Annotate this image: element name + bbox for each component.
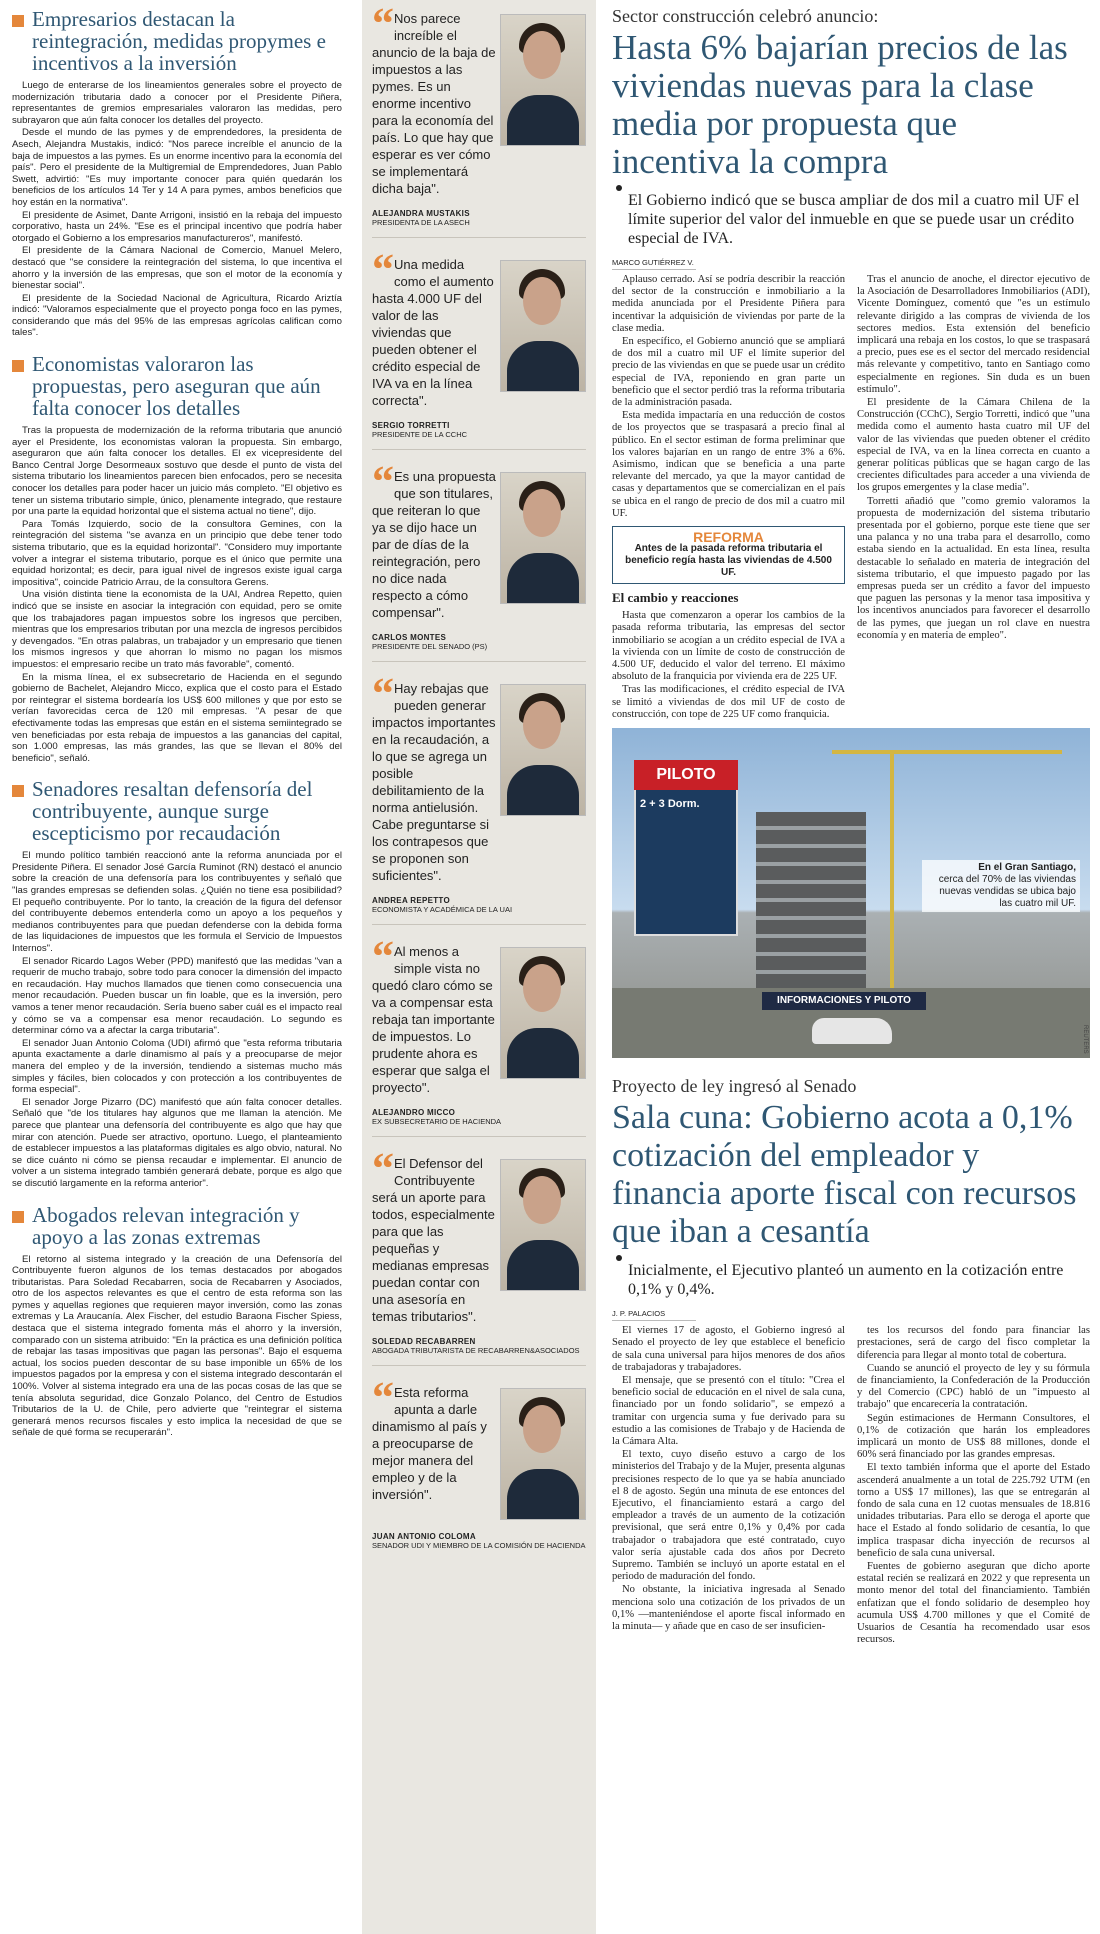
quote-block [372, 246, 586, 445]
paragraph: Fuentes de gobierno aseguran que dicho aporte estatal recién se realizará en 2022 y que representa un monto menor del total del financiamiento. También enfatizan que el fondo solidario de desempleo hoy acumula US$ 4.700 millones y que el Comité de Usuarios de Cesantía ha recomendado usar esos recursos. [857, 1560, 1090, 1646]
infobox-title: REFORMA [693, 529, 764, 546]
site-banner: INFORMACIONES Y PILOTO [762, 992, 926, 1010]
quote-author: SERGIO TORRETTI [372, 421, 450, 430]
orange-square-icon [12, 785, 24, 797]
quote-mark-icon: “ [372, 1373, 390, 1422]
article-column-1 [612, 274, 845, 722]
paragraph: Esta medida impactaría en una reducción de costos de los proyectos que se traspasará a precio final al público. En el sector estiman de forma preliminar que los valores bajarían en un rango de entre 3% a 6%. Asimismo, indican que se beneficia a una parte relevante del mercado, ya que la mayor cantidad de casas y departamentos que se comercializan en el país se ubica en el rango de precio de dos mil a cuatro mil UF. [612, 410, 845, 519]
article-body [12, 1254, 342, 1440]
quote-text-wrap [372, 246, 496, 409]
construction-photo [612, 728, 1090, 1058]
article-column-2 [857, 274, 1090, 722]
main-article-housing [612, 6, 1090, 1058]
divider [372, 237, 586, 238]
article-body [12, 80, 342, 339]
left-article [12, 778, 342, 1189]
article-column-2 [857, 1325, 1090, 1647]
quote-role: PRESIDENTE DEL SENADO (PS) [372, 642, 488, 651]
portrait-shoulders [507, 1469, 579, 1519]
portrait-face [523, 489, 561, 537]
quote-block [372, 1145, 586, 1361]
reform-infobox [612, 526, 845, 584]
paragraph: El senador Juan Antonio Coloma (UDI) afirmó que "esta reforma tributaria apunta exactamente a darle dinamismo al país y a preocuparse de mejor manera del empleo y de la inversión, tendiendo a sistemas mucho más simples y fáciles, bien colocados y con protección a los contribuyentes de forma especial". [12, 1037, 342, 1096]
portrait-shoulders [507, 95, 579, 145]
article-title: Abogados relevan integración y apoyo a las zonas extremas [32, 1202, 300, 1249]
quote-text: Al menos a simple vista no quedó claro cómo se va a compensar esta rebaja tan importante de impuestos. Lo prudente ahora es esperar que salga el proyecto". [372, 944, 495, 1095]
paragraph: El presidente de Asimet, Dante Arrigoni, insistió en la rebaja del impuesto corporativo, hasta un 24%. "Ese es el principal incentivo que podría haber otorgado el Gobierno a los empresarios manufactureros", manifestó. [12, 209, 342, 244]
paragraph: Hasta que comenzaron a operar los cambios de la pasada reforma tributaria, las empresas del sector inmobiliario se acogían a un crédito especial de IVA a la vivienda con un límite de costo de construcción de 4.500 UF, deducido el valor del terreno. El máximo absoluto de la franquicia por vivienda era de 225 UF. [612, 610, 845, 683]
caption-title: En el Gran Santiago, [978, 862, 1076, 874]
paragraph: El senador Ricardo Lagos Weber (PPD) manifestó que las medidas "van a requerir de mucho trabajo, sobre todo para conocer la dimensión del impacto en recaudación. Hay muchos llamados que tienen como consecuencia una menor recaudación. Pueden buscar un fin loable, que es la inversión, pero vamos a tener menor recaudación. Sería bueno saber cuál es el impacto real y cómo se va a compensar esa menor recaudación. Lo segundo es determinar cómo va a afectar la carga tributaria". [12, 955, 342, 1037]
quote-row [372, 1145, 586, 1325]
quote-role: PRESIDENTA DE LA ASECH [372, 218, 470, 227]
left-column [12, 0, 342, 1934]
article-header [12, 353, 342, 419]
portrait-shoulders [507, 1240, 579, 1290]
quote-text: Hay rebajas que pueden generar impactos importantes en la recaudación, a lo que se agrega un posible debilitamiento de la norma antielusión. Cabe preguntarse si los contrapesos que se proponen son suficientes". [372, 681, 496, 883]
orange-square-icon [12, 360, 24, 372]
divider [372, 924, 586, 925]
paragraph: No obstante, la iniciativa ingresada al Senado menciona solo una cotización de los privados de un 0,1% —manteniéndose el aporte fiscal informado en la minuta— y añade que en caso de ser insuficien- [612, 1584, 845, 1632]
paragraph: Aplauso cerrado. Así se podría describir la reacción del sector de la construcción e inmobiliario a la medida anunciada por el Presidente Piñera para incentivar la adquisición de viviendas por parte de la clase media. [612, 274, 845, 334]
portrait-face [523, 701, 561, 749]
paragraph: Luego de enterarse de los lineamientos generales sobre el proyecto de modernización tributaria dado a conocer por el Presidente Piñera, representantes de gremios empresariales valoraron las medidas, pero subrayaron que aún falta conocer los detalles del proyecto. [12, 80, 342, 126]
quote-text: Nos parece increíble el anuncio de la baja de impuestos a las pymes. Es un enorme incentivo para la economía del país. Lo que hay que esperar es ver cómo se implementará dicha baja". [372, 11, 496, 196]
quote-block [372, 670, 586, 920]
portrait-photo [500, 14, 586, 146]
paragraph: Desde el mundo de las pymes y de emprendedores, la presidenta de Asech, Alejandra Mustakis, indicó: "Nos parece increíble el anuncio de la baja de impuestos a las pymes. Es un enorme incentivo para la economía del país". Pero el presidente de la Multigremial de Emprendedores, Juan Pablo Swett, advirtió: "Es muy importante conocer para quién quedarán los beneficios de los artículos 14 Ter y 14 A para pymes, ambos beneficios que hoy están en la normativa". [12, 127, 342, 208]
quote-author: JUAN ANTONIO COLOMA [372, 1532, 476, 1541]
portrait-face [523, 31, 561, 79]
kicker: Proyecto de ley ingresó al Senado [612, 1076, 857, 1097]
portrait-shoulders [507, 553, 579, 603]
deck: El Gobierno indicó que se busca ampliar de dos mil a cuatro mil UF el límite superior del valor del inmueble en que se puede usar un crédito especial de IVA. [622, 191, 1090, 248]
quote-row [372, 246, 586, 409]
billboard-subtext: 2 + 3 Dorm. [640, 798, 700, 811]
quote-text-wrap [372, 1374, 496, 1520]
portrait-photo [500, 684, 586, 816]
quote-role: ABOGADA TRIBUTARISTA DE RECABARREN&ASOCIADOS [372, 1346, 580, 1355]
quote-mark-icon: “ [372, 457, 390, 506]
quote-author: ANDREA REPETTO [372, 896, 450, 905]
paragraph: El mensaje, que se presentó con el título: "Crea el beneficio social de educación en el nivel de sala cuna, financiado por un fondo solidario", se empezó a tramitar con urgencia suma y fue derivado para su estudio a las comisiones de Trabajo y de Hacienda de la Cámara Alta. [612, 1374, 845, 1447]
portrait-photo [500, 947, 586, 1079]
paragraph: Para Tomás Izquierdo, socio de la consultora Gemines, con la reintegración del sistema "se avanza en un principio que debe tener todo sistema tributario, que es la equidad horizontal". "Considero muy importante volver a integrar el sistema tributario, porque es el único que permite una equidad horizontal; es decir, para igual nivel de ingresos existe igual carga impositiva", coincide Patricio Arrau, de la consultora Gerens. [12, 518, 342, 588]
quote-author: CARLOS MONTES [372, 633, 447, 642]
portrait-face [523, 277, 561, 325]
paragraph: Tras el anuncio de anoche, el director ejecutivo de la Asociación de Desarrolladores Inmobiliarios (ADI), Vicente Domínguez, comentó que "es un estímulo relevante dirigido a las compras de vivienda de los sectores medios. Esta extensión del beneficio implicará una rebaja en los costos, lo que se traspasará a precio, pues ese es el sector del mercado residencial más relevante y competitivo, tanto en Santiago como especialmente en regiones. Sin duda es un buen estímulo". [857, 274, 1090, 395]
quote-role: ECONOMISTA Y ACADÉMICA DE LA UAI [372, 905, 513, 914]
portrait-photo [500, 260, 586, 392]
left-article [12, 353, 342, 764]
quote-row [372, 458, 586, 621]
orange-square-icon [12, 1211, 24, 1223]
divider [372, 1365, 586, 1366]
photo-credit: REUTERS [1082, 1025, 1088, 1055]
byline: J. P. PALACIOS [612, 1309, 696, 1321]
kicker: Sector construcción celebró anuncio: [612, 6, 879, 26]
right-column [612, 0, 1090, 1934]
quote-block [372, 1374, 586, 1556]
paragraph: En específico, el Gobierno anunció que se ampliará de dos mil a cuatro mil UF el límite superior del precio de las viviendas en que se puede usar un crédito especial de IVA, reponiendo en gran parte un beneficio que el sector perdió tras la reforma tributaria de la administración pasada. [612, 336, 845, 409]
quote-block [372, 933, 586, 1132]
quote-text: Esta reforma apunta a darle dinamismo al país y a preocuparse de mejor manera del empleo y de la inversión". [372, 1385, 487, 1502]
article-body [12, 425, 342, 764]
paragraph: El retorno al sistema integrado y la creación de una Defensoría del Contribuyente fueron algunos de los temas destacados por abogados tributaristas. Para Soledad Recabarren, socia de Recabarren y Asociados, otro de los aspectos relevantes es que el centro de esta reforma son las pymes y aquellas regiones que requieren mayor inversión, como las zonas extremas y La Araucanía. Alex Fischer, del estudio Baraona Fischer Spiess, destaca que el sistema integrado fomenta más el ahorro y la inversión, comparado con un sistema atribuido: "En la práctica es una definición política de rebajar las tasas impositivas que pagan las personas". Bajo el esquema actual, los socios pueden descontar de su base imponible un 65% de los impuestos pagados por la empresa y con el sistema integrado descontarán el 100%. Volver al sistema integrado era una de las pocas cosas de las que se tenía absoluta seguridad, dice Gonzalo Polanco, del Centro de Estudios Tributarios de la U. de Chile, pero advierte que "reintegrar el sistema generará menos recursos fiscales y esto implica la necesidad de que se señale de qué forma se recuperarán". [12, 1253, 342, 1439]
article-title: Empresarios destacan la reintegración, medidas propymes e incentivos a la inversión [32, 7, 326, 75]
paragraph: El viernes 17 de agosto, el Gobierno ingresó al Senado el proyecto de ley que establece el beneficio de sala cuna universal para hijos menores de dos años de trabajadoras y trabajadores. [612, 1325, 845, 1373]
quote-mark-icon: “ [372, 932, 390, 981]
paragraph: El texto, cuyo diseño estuvo a cargo de los ministerios del Trabajo y de la Mujer, presenta algunas precisiones respecto de lo que ya se había anunciado el 8 de agosto. Según una minuta de ese entonces del Ejecutivo, el financiamiento estará a cargo del empleador a través de un aumento de la cotización previsional, que será entre 0,1% y 0,4% por cada trabajador o trabajadora que esté contratado, cuyo valor sería ajustable cada dos años por Decreto Supremo. También se incluyó un aporte estatal en el periodo de maduración del fondo. [612, 1449, 845, 1583]
article-header [12, 1204, 342, 1248]
portrait-face [523, 964, 561, 1012]
portrait-face [523, 1176, 561, 1224]
portrait-shoulders [507, 1028, 579, 1078]
paragraph: Torretti añadió que "como gremio valoramos la propuesta de modernización del sistema tributario presentada por el gobierno, porque este tiene que ser una palanca y no una traba para el desarrollo, como estaba siendo en la actualidad. En esta línea, resulta destacable lo señalado en materia de integración del sistema tributario, el que impuesto pagado por las empresas pueda ser un crédito a favor del impuesto que paguen las personas y la menor tasa impositiva y los incentivos anunciados para favorecer el desarrollo de las pymes, que juegan un rol clave en nuestra economía y en materia de empleo". [857, 495, 1090, 641]
crane-mast [890, 754, 894, 1004]
divider [372, 661, 586, 662]
deck: Inicialmente, el Ejecutivo planteó un aumento en la cotización entre 0,1% y 0,4%. [622, 1261, 1090, 1299]
quote-text-wrap [372, 670, 496, 884]
quote-row [372, 670, 586, 884]
quote-mark-icon: “ [372, 669, 390, 718]
paragraph: Según estimaciones de Hermann Consultores, el 0,1% de cotización que harán los empleadores implicará un monto de US$ 88 millones, donde el 60% será financiado por las grandes empresas. [857, 1412, 1090, 1461]
quote-mark-icon: “ [372, 1144, 390, 1193]
article-title: Economistas valoraron las propuestas, pero aseguran que aún falta conocer los detalles [32, 352, 321, 421]
quote-author: ALEJANDRO MICCO [372, 1108, 456, 1117]
crane-jib [832, 750, 1062, 754]
main-article-salacuna [612, 1076, 1090, 1647]
quote-text-wrap [372, 458, 496, 621]
paragraph: El presidente de la Cámara Nacional de Comercio, Manuel Melero, destacó que "se considere la reintegración del sistema, lo que incentiva el ahorro y la inversión de las empresas, que son el motor de la economía y bienestar social". [12, 245, 342, 292]
portrait-shoulders [507, 341, 579, 391]
subheading: El cambio y reacciones [612, 590, 739, 606]
quote-text-wrap [372, 933, 496, 1096]
article-header [12, 8, 342, 74]
divider [372, 449, 586, 450]
paragraph: tes los recursos del fondo para financiar las prestaciones, será de cargo del fisco completar la diferencia para llegar al monto total de cobertura. [857, 1325, 1090, 1361]
left-article [12, 1204, 342, 1440]
paragraph: El senador Jorge Pizarro (DC) manifestó que aún falta conocer detalles. Señaló que "de los titulares hay algunos que me llaman la atención. Me parece que plantear una defensoría del contribuyente es algo que hay que mirar con atención. Puede ser atractivo, oportuno. Luego, el planteamiento de establecer impuestos a las plataformas digitales es algo obvio, natural. No se dice cuánto ni cómo se piensa recaudar e implementar. El anuncio de volver a un sistema integrado también generará debate, porque es algo que se discutió largamente en la reforma anterior". [12, 1096, 342, 1189]
quote-mark-icon: “ [372, 245, 390, 294]
headline: Sala cuna: Gobierno acota a 0,1% cotización del empleador y financia aporte fiscal con recursos que iban a cesantía [612, 1099, 1077, 1251]
quote-author: ALEJANDRA MUSTAKIS [372, 209, 470, 218]
caption-text: cerca del 70% de las viviendas nuevas vendidas se ubica bajo las cuatro mil UF. [938, 874, 1076, 910]
quote-text-wrap [372, 1145, 496, 1325]
quote-text: Es una propuesta que son titulares, que reiteran lo que ya se dijo hace un par de días de la reintegración, pero no dice nada respecto a cómo compensar". [372, 469, 496, 620]
paragraph: El texto también informa que el aporte del Estado ascenderá anualmente a un total de 225.792 UTM (en torno a US$ 17 millones), las que se entregarán al fondo de sala cuna en 12 cuotas mensuales de 18.816 unidades tributarias. Para ello se deroga el aporte que hace el Estado al fondo solidario de cesantía, lo que implica traspasar dicha inyección de recursos al beneficio de sala cuna universal. [857, 1462, 1090, 1559]
infobox-text: Antes de la pasada reforma tributaria el beneficio regía hasta las viviendas de 4.500 UF. [625, 543, 832, 579]
portrait-face [523, 1405, 561, 1453]
billboard-sign: PILOTO [634, 760, 738, 790]
quote-text: El Defensor del Contribuyente será un aporte para todos, especialmente para que las pequeñas y medianas empresas puedan contar con una asesoría en temas tributarios". [372, 1156, 495, 1324]
paragraph: Cuando se anunció el proyecto de ley y su fórmula de financiamiento, la Confederación de la Producción y del Comercio (CPC) habló de un "impuesto al trabajo" que encarecería la contratación. [857, 1362, 1090, 1411]
paragraph: El presidente de la Cámara Chilena de la Construcción (CChC), Sergio Torretti, indicó que "una medida como el aumento hasta cuatro mil UF del valor de las viviendas que pueden obtener el crédito especial de IVA, va en la línea correcta en cuanto a generar políticas públicas que se hagan cargo de las crecientes dificultades para acceder a una vivienda de los grupos emergentes y la clase media". [857, 397, 1090, 494]
quote-role: PRESIDENTE DE LA CCHC [372, 430, 468, 439]
paragraph: Una visión distinta tiene la economista de la UAI, Andrea Repetto, quien indicó que se insiste en asociar la integración con equidad, pero se omite que los trabajadores pagan impuestos sobre los ingresos que perciben, mientras que los empresarios tributan por una mezcla de ingresos percibidos y devengados. "En otras palabras, un trabajador y un empresario que tienen los mismos ingresos y que ahorran lo mismo no pagan los mismos impuestos: el empresario recibe un trato más favorable", comentó. [12, 589, 342, 670]
paragraph: En la misma línea, el ex subsecretario de Hacienda en el segundo gobierno de Bachelet, Alejandro Micco, explica que el costo para el Estado por reintegrar el sistema bordearía los US$ 600 millones y que por esto se verían favorecidas cerca de 120 mil empresas. "A pesar de que efectivamente todas las empresas que están en el sistema semiintegrado se ven beneficiadas por esta rebaja de impuestos a las ganancias del capital, son 1.000 empresas, las más grandes, las que se llevan el 80% del beneficio", señaló. [12, 671, 342, 764]
car [812, 1018, 892, 1044]
portrait-photo [500, 1388, 586, 1520]
quotes-column [362, 0, 596, 1934]
quote-row [372, 1374, 586, 1520]
portrait-photo [500, 472, 586, 604]
quote-mark-icon: “ [372, 0, 390, 48]
quote-role: EX SUBSECRETARIO DE HACIENDA [372, 1117, 502, 1126]
left-article [12, 8, 342, 339]
byline: MARCO GUTIÉRREZ V. [612, 258, 696, 270]
quote-row [372, 0, 586, 197]
quote-text: Una medida como el aumento hasta 4.000 UF del valor de las viviendas que pueden obtener el crédito especial de IVA va en la línea correcta". [372, 257, 494, 408]
portrait-photo [500, 1159, 586, 1291]
paragraph: El presidente de la Sociedad Nacional de Agricultura, Ricardo Ariztía indicó: "Valoramos especialmente que el proyecto ponga foco en las pymes, considerando que más del 95% de las empresas agrícolas califican como tales". [12, 292, 342, 339]
quote-text-wrap [372, 0, 496, 197]
headline: Hasta 6% bajarían precios de las viviendas nuevas para la clase media por propuesta que incentiva la compra [612, 28, 1068, 181]
article-column-1 [612, 1325, 845, 1647]
quote-row [372, 933, 586, 1096]
article-title: Senadores resaltan defensoría del contribuyente, aunque surge escepticismo por recaudación [32, 777, 313, 846]
photo-caption [922, 860, 1080, 912]
portrait-shoulders [507, 765, 579, 815]
divider [372, 1136, 586, 1137]
quote-author: SOLEDAD RECABARREN [372, 1337, 476, 1346]
paragraph: Tras la propuesta de modernización de la reforma tributaria que anunció ayer el Presidente, los economistas valoran la propuesta. Sin embargo, aseguraron que aún falta conocer los detalles. El ex vicepresidente del Banco Central Jorge Desormeaux sostuvo que desde el punto de vista del sistema tributario los lineamientos parecen bien enfocados, pero se necesita conocer los detalles para poder hacer un juicio más completo. "El objetivo es tener un sistema tributario simple, único, plenamente integrado, que restaure por una parte la equidad horizontal que el sistema actual no tiene", dijo. [12, 425, 342, 518]
paragraph: Tras las modificaciones, el crédito especial de IVA se limitó a viviendas de dos mil UF de costo de construcción, con tope de 225 UF como franquicia. [612, 684, 845, 720]
quote-block [372, 0, 586, 233]
article-header [12, 778, 342, 844]
paragraph: El mundo político también reaccionó ante la reforma anunciada por el Presidente Piñera. El senador José García Ruminot (RN) destacó el anuncio sobre la creación de una defensoría para los contribuyentes y señaló que "las grandes empresas se defienden solas. ¿Quién no tiene esa posibilidad? El pequeño contribuyente. Por lo tanto, la creación de la figura del defensor del contribuyente debemos entenderla como un apoyo a los pequeños y medianos contribuyentes para que puedan defenderse con la debida forma de las liquidaciones de impuestos que les formula el Servicio de Impuestos Internos". [12, 850, 342, 955]
article-body [12, 850, 342, 1189]
quote-block [372, 458, 586, 657]
quote-role: SENADOR UDI Y MIEMBRO DE LA COMISIÓN DE HACIENDA [372, 1541, 586, 1550]
orange-square-icon [12, 15, 24, 27]
